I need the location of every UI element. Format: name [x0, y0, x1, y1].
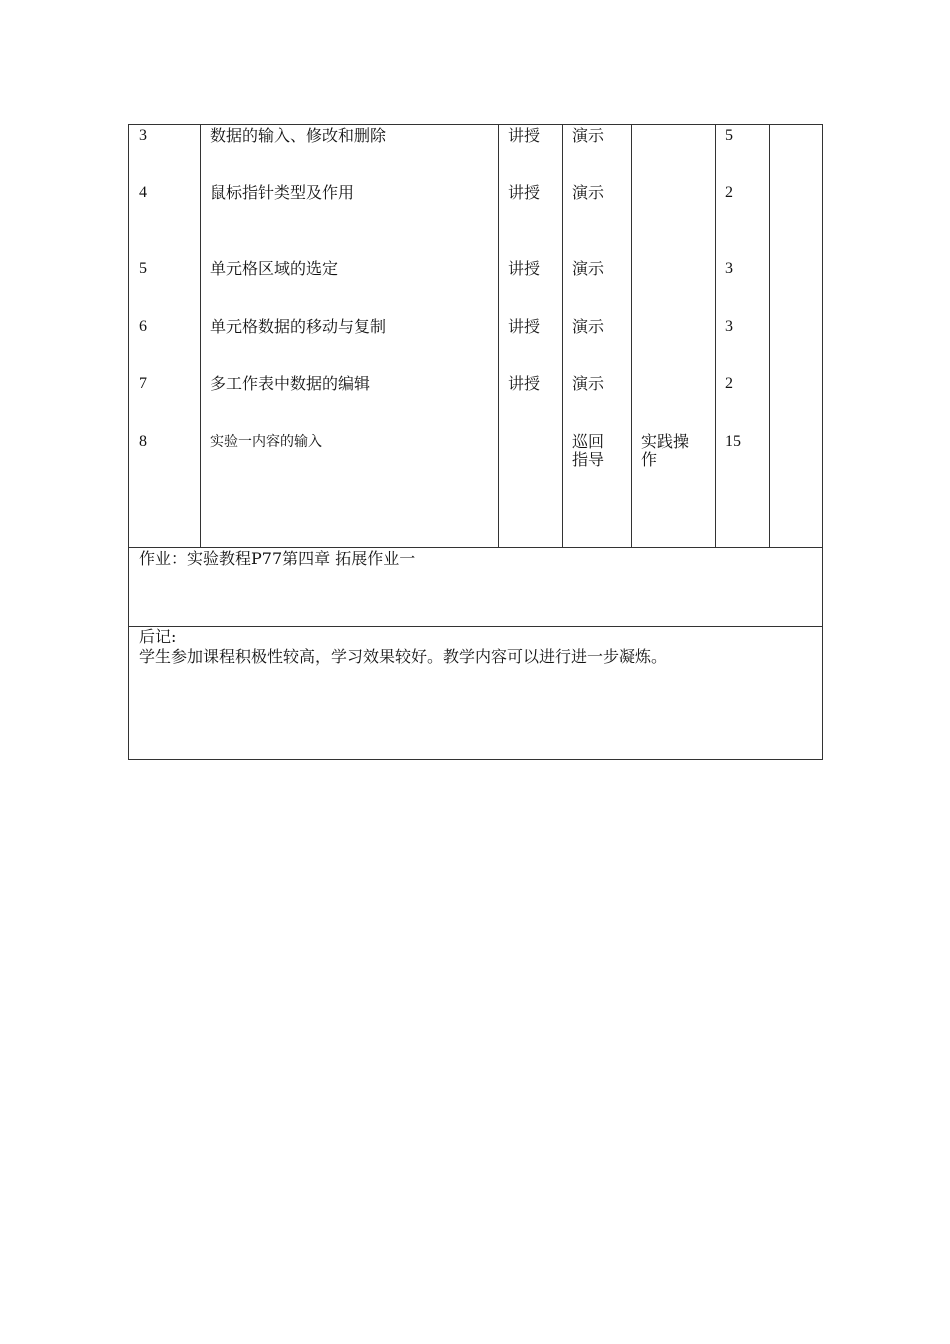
row-number: 8 [139, 433, 147, 450]
col-divider [498, 125, 499, 547]
row-demo-line2: 指导 [572, 450, 605, 469]
row-demo: 演示 [572, 183, 605, 202]
row-number: 7 [139, 375, 147, 392]
row-demo-line1: 巡回 [572, 432, 605, 451]
row-content: 多工作表中数据的编辑 [210, 374, 371, 393]
row-demo: 演示 [572, 317, 605, 336]
homework-text: 作业：实验教程P77第四章 拓展作业一 [139, 549, 416, 568]
row-number: 6 [139, 318, 147, 335]
row-divider [129, 547, 822, 548]
row-content: 鼠标指针类型及作用 [210, 183, 355, 202]
row-minutes: 2 [725, 184, 733, 201]
row-practice-line1: 实践操 [641, 432, 690, 451]
row-minutes: 15 [725, 433, 741, 450]
row-method: 讲授 [508, 183, 541, 202]
row-minutes: 5 [725, 127, 733, 144]
row-method: 讲授 [508, 126, 541, 145]
row-divider [129, 626, 822, 627]
row-method: 讲授 [508, 374, 541, 393]
col-divider [715, 125, 716, 547]
postscript-label: 后记: [139, 627, 177, 646]
row-method: 讲授 [508, 317, 541, 336]
col-divider [562, 125, 563, 547]
row-minutes: 2 [725, 375, 733, 392]
row-number: 5 [139, 260, 147, 277]
row-method: 讲授 [508, 259, 541, 278]
row-content: 单元格区域的选定 [210, 259, 339, 278]
col-divider [631, 125, 632, 547]
row-content: 单元格数据的移动与复制 [210, 317, 387, 336]
col-divider [200, 125, 201, 547]
row-minutes: 3 [725, 260, 733, 277]
row-content: 数据的输入、修改和删除 [210, 126, 387, 145]
row-demo: 演示 [572, 374, 605, 393]
lesson-plan-table [128, 124, 823, 760]
row-demo: 演示 [572, 259, 605, 278]
col-divider [769, 125, 770, 547]
row-demo: 演示 [572, 126, 605, 145]
row-content: 实验一内容的输入 [210, 434, 322, 450]
row-minutes: 3 [725, 318, 733, 335]
row-number: 4 [139, 184, 147, 201]
postscript-text: 学生参加课程积极性较高，学习效果较好。教学内容可以进行进一步凝炼。 [139, 647, 668, 666]
row-number: 3 [139, 127, 147, 144]
row-practice-line2: 作 [641, 450, 658, 469]
